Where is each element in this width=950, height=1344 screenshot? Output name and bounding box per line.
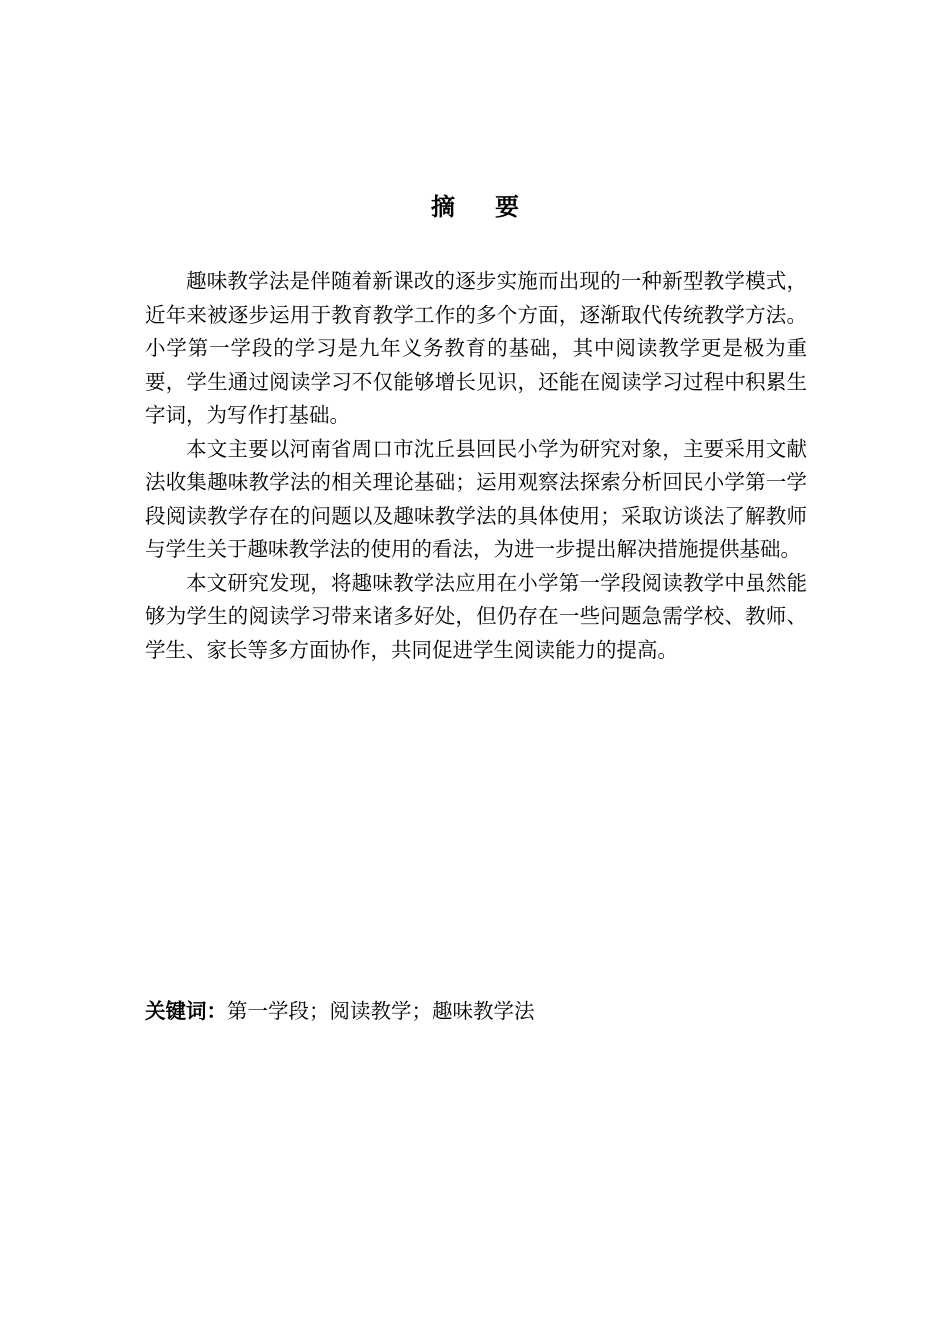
abstract-title: 摘要 (431, 193, 559, 221)
keywords-label: 关键词： (145, 999, 227, 1023)
keywords-line (145, 995, 807, 1028)
abstract-paragraph-3: 本文研究发现，将趣味教学法应用在小学第一学段阅读教学中虽然能够为学生的阅读学习带来诸多好处，但仍存在一些问题急需学校、教师、学生、家长等多方面协作，共同促进学生阅读能力的提高。 (145, 570, 807, 662)
abstract-body (145, 265, 807, 667)
abstract-paragraph-1: 趣味教学法是伴随着新课改的逐步实施而出现的一种新型教学模式，近年来被逐步运用于教育教学工作的多个方面，逐渐取代传统教学方法。小学第一学段的学习是九年义务教育的基础，其中阅读教学更是极为重要，学生通过阅读学习不仅能够增长见识，还能在阅读学习过程中积累生字词，为写作打基础。 (145, 269, 807, 427)
abstract-paragraph-2: 本文主要以河南省周口市沈丘县回民小学为研究对象，主要采用文献法收集趣味教学法的相关理论基础；运用观察法探索分析回民小学第一学段阅读教学存在的问题以及趣味教学法的具体使用；采取访谈法了解教师与学生关于趣味教学法的使用的看法，为进一步提出解决措施提供基础。 (145, 436, 807, 561)
keywords-text: 第一学段；阅读教学；趣味教学法 (227, 999, 535, 1023)
